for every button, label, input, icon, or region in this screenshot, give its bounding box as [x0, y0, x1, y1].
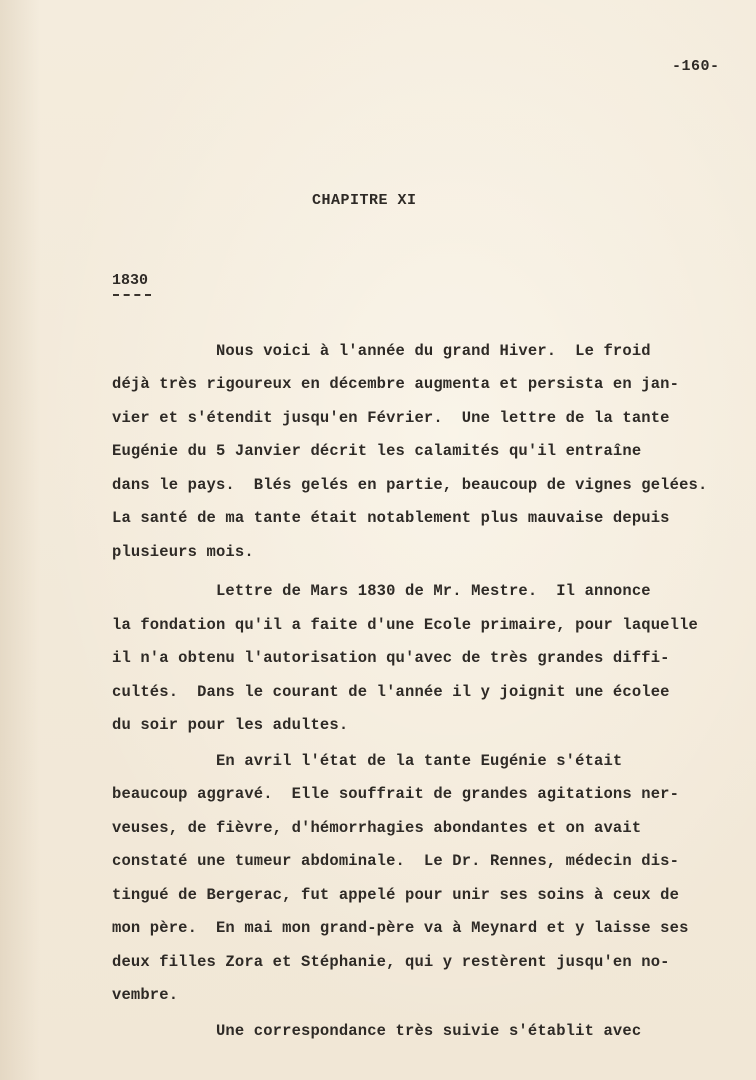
text-line: constaté une tumeur abdominale. Le Dr. Rennes, médecin dis-: [112, 852, 680, 870]
page-number: -160-: [672, 58, 720, 75]
text-line: dans le pays. Blés gelés en partie, beaucoup de vignes gelées.: [112, 476, 708, 494]
text-line: Lettre de Mars 1830 de Mr. Mestre. Il annonce: [112, 582, 651, 600]
text-line: il n'a obtenu l'autorisation qu'avec de très grandes diffi-: [112, 649, 670, 667]
text-line: cultés. Dans le courant de l'année il y joignit une écolee: [112, 683, 670, 701]
text-line: La santé de ma tante était notablement plus mauvaise depuis: [112, 509, 670, 527]
text-line: Une correspondance très suivie s'établit avec: [112, 1022, 642, 1040]
year-underline: [113, 294, 151, 296]
text-line: Nous voici à l'année du grand Hiver. Le froid: [112, 342, 651, 360]
text-line: mon père. En mai mon grand-père va à Meynard et y laisse ses: [112, 919, 689, 937]
text-line: Eugénie du 5 Janvier décrit les calamités qu'il entraîne: [112, 442, 642, 460]
text-line: du soir pour les adultes.: [112, 716, 349, 734]
chapter-title: CHAPITRE XI: [312, 192, 417, 209]
text-line: la fondation qu'il a faite d'une Ecole primaire, pour laquelle: [112, 616, 698, 634]
text-line: vier et s'étendit jusqu'en Février. Une lettre de la tante: [112, 409, 670, 427]
year-heading: 1830: [112, 272, 149, 289]
text-line: veuses, de fièvre, d'hémorrhagies abondantes et on avait: [112, 819, 642, 837]
text-line: En avril l'état de la tante Eugénie s'était: [112, 752, 623, 770]
text-line: tingué de Bergerac, fut appelé pour unir ses soins à ceux de: [112, 886, 680, 904]
text-line: déjà très rigoureux en décembre augmenta et persista en jan-: [112, 375, 680, 393]
text-line: deux filles Zora et Stéphanie, qui y restèrent jusqu'en no-: [112, 953, 670, 971]
text-line: beaucoup aggravé. Elle souffrait de grandes agitations ner-: [112, 785, 680, 803]
text-line: plusieurs mois.: [112, 543, 254, 561]
text-line: vembre.: [112, 986, 179, 1004]
